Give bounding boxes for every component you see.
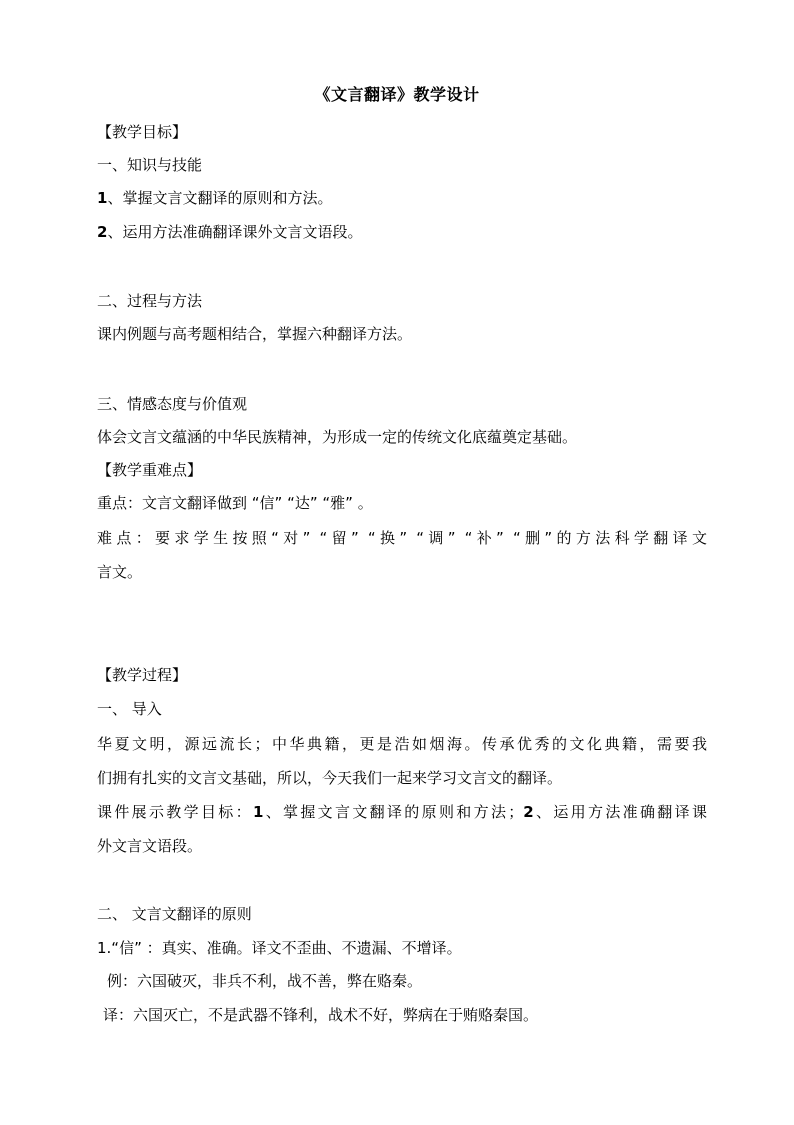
process-heading: 【教学过程】 bbox=[97, 666, 188, 684]
attitude-text: 体会文言文蕴涵的中华民族精神，为形成一定的传统文化底蕴奠定基础。 bbox=[97, 428, 578, 446]
example-1: 例：六国破灭，非兵不利，战不善，弊在赂秦。 bbox=[107, 972, 423, 990]
item-number: 1 bbox=[252, 803, 264, 821]
attitude-heading: 三、情感态度与价值观 bbox=[97, 395, 248, 413]
intro-objectives-line-1 bbox=[97, 801, 707, 823]
knowledge-skills-heading: 一、知识与技能 bbox=[97, 156, 203, 174]
difficulty-line-2: 言文。 bbox=[97, 563, 143, 581]
principle-1: 1.“信” ：真实、准确。译文不歪曲、不遗漏、不增译。 bbox=[97, 939, 462, 957]
translation-1: 译：六国灭亡，不是武器不锋利，战术不好，弊病在于贿赂秦国。 bbox=[103, 1006, 539, 1024]
item-text: 、掌握文言文翻译的原则和方法； bbox=[263, 803, 524, 821]
knowledge-item-2 bbox=[97, 221, 707, 243]
item-text: 、运用方法准确翻译课 bbox=[533, 803, 707, 821]
item-text: 、运用方法准确翻译课外文言文语段。 bbox=[107, 223, 363, 241]
focus-text: 重点：文言文翻译做到 “信” “达” “雅” 。 bbox=[97, 494, 373, 512]
intro-objectives-lead: 课件展示教学目标： bbox=[97, 803, 253, 821]
keypoints-heading: 【教学重难点】 bbox=[97, 461, 203, 479]
item-text: 、掌握文言文翻译的原则和方法。 bbox=[107, 189, 333, 207]
intro-objectives-line-2: 外文言文语段。 bbox=[97, 837, 203, 855]
item-number: 1 bbox=[97, 189, 108, 207]
document-title: 《文言翻译》教学设计 bbox=[314, 85, 480, 104]
item-number: 2 bbox=[97, 223, 108, 241]
intro-paragraph-line-2: 们拥有扎实的文言文基础，所以，今天我们一起来学习文言文的翻译。 bbox=[97, 769, 563, 787]
intro-heading: 一、 导入 bbox=[97, 700, 162, 718]
difficulty-line-1: 难点：要求学生按照“对” “留” “换” “调” “补” “删”的方法科学翻译文 bbox=[97, 529, 707, 547]
principle-heading: 二、 文言文翻译的原则 bbox=[97, 905, 252, 923]
process-method-heading: 二、过程与方法 bbox=[97, 292, 203, 310]
item-number: 2 bbox=[523, 803, 534, 821]
intro-paragraph-line-1: 华夏文明，源远流长；中华典籍，更是浩如烟海。传承优秀的文化典籍，需要我 bbox=[97, 735, 707, 753]
objectives-heading: 【教学目标】 bbox=[97, 123, 188, 141]
process-method-text: 课内例题与高考题相结合，掌握六种翻译方法。 bbox=[97, 325, 413, 343]
knowledge-item-1 bbox=[97, 187, 707, 209]
